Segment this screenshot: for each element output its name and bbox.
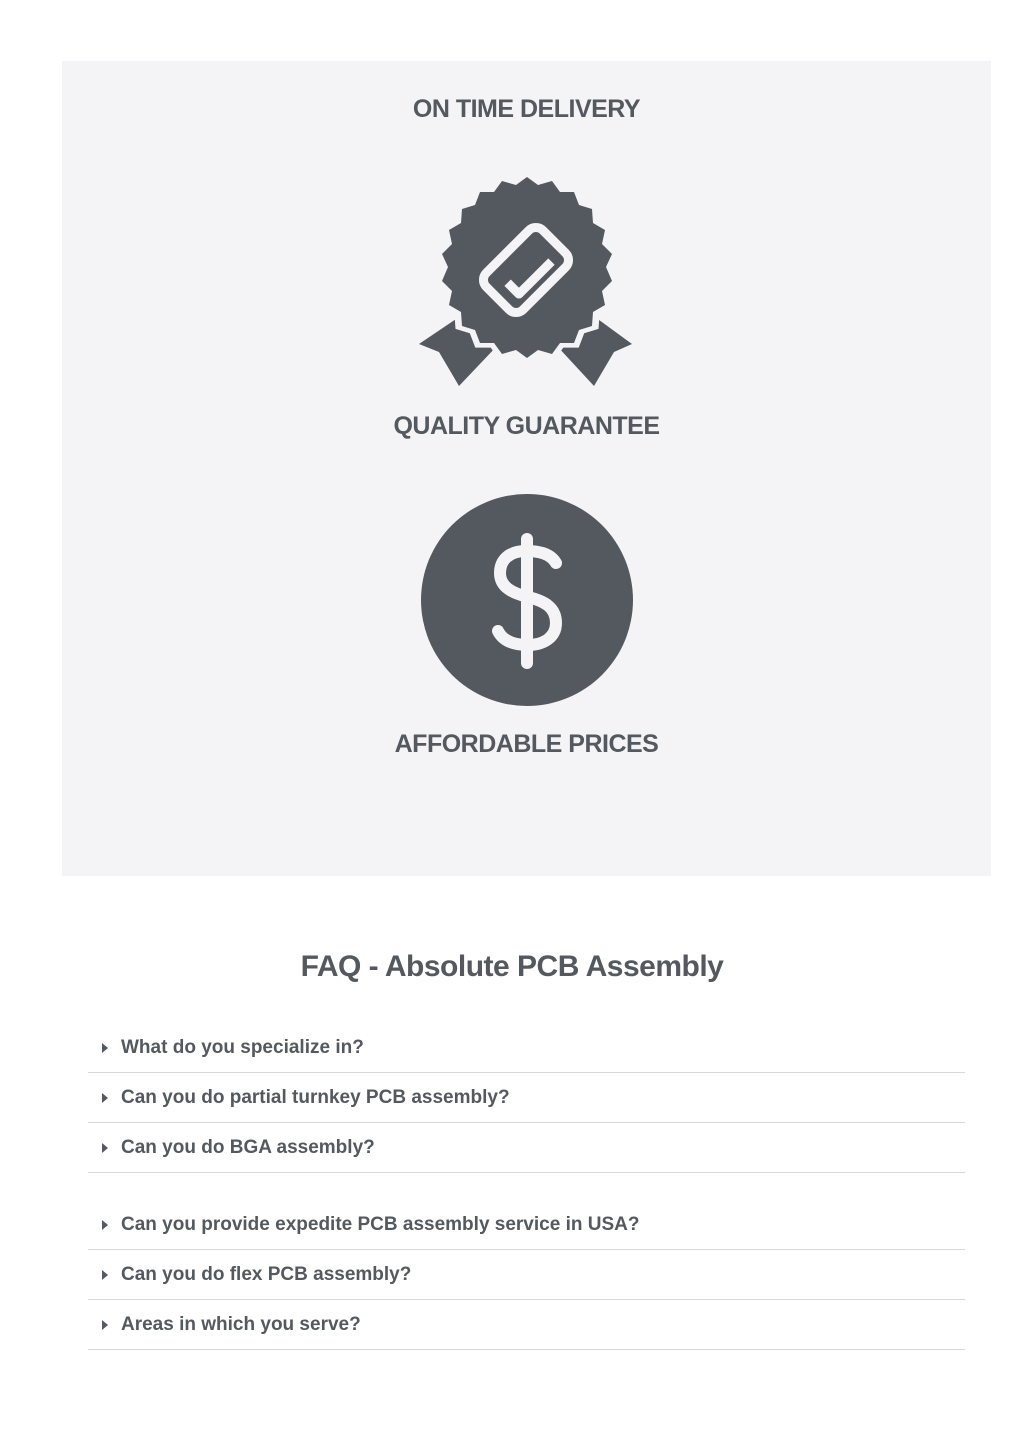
feature-title-quality-guarantee: QUALITY GUARANTEE xyxy=(393,412,660,440)
dollar-coin-icon xyxy=(420,493,634,707)
faq-item-flex[interactable] xyxy=(88,1250,965,1300)
faq-item-partial-turnkey[interactable] xyxy=(88,1073,965,1123)
caret-right-icon xyxy=(88,1092,121,1104)
caret-right-icon xyxy=(88,1042,121,1054)
faq-question: Can you do flex PCB assembly? xyxy=(121,1263,412,1285)
faq-item-specialize[interactable] xyxy=(88,1023,965,1073)
faq-heading: FAQ - Absolute PCB Assembly xyxy=(300,950,724,983)
faq-question: Can you do BGA assembly? xyxy=(121,1136,375,1158)
caret-right-icon xyxy=(88,1142,121,1154)
feature-title-affordable-prices: AFFORDABLE PRICES xyxy=(394,730,659,758)
faq-group-1 xyxy=(88,1023,965,1173)
faq-question: Can you provide expedite PCB assembly service in USA? xyxy=(121,1213,640,1235)
award-ribbon-icon xyxy=(419,174,635,392)
faq-question: Can you do partial turnkey PCB assembly? xyxy=(121,1086,510,1108)
faq-item-expedite[interactable] xyxy=(88,1200,965,1250)
caret-right-icon xyxy=(88,1219,121,1231)
faq-item-bga[interactable] xyxy=(88,1123,965,1173)
faq-item-areas[interactable] xyxy=(88,1300,965,1350)
faq-question: What do you specialize in? xyxy=(121,1036,364,1058)
features-panel xyxy=(62,61,991,876)
faq-question: Areas in which you serve? xyxy=(121,1313,361,1335)
caret-right-icon xyxy=(88,1319,121,1331)
caret-right-icon xyxy=(88,1269,121,1281)
feature-title-on-time-delivery: ON TIME DELIVERY xyxy=(412,95,641,123)
faq-group-2 xyxy=(88,1200,965,1350)
